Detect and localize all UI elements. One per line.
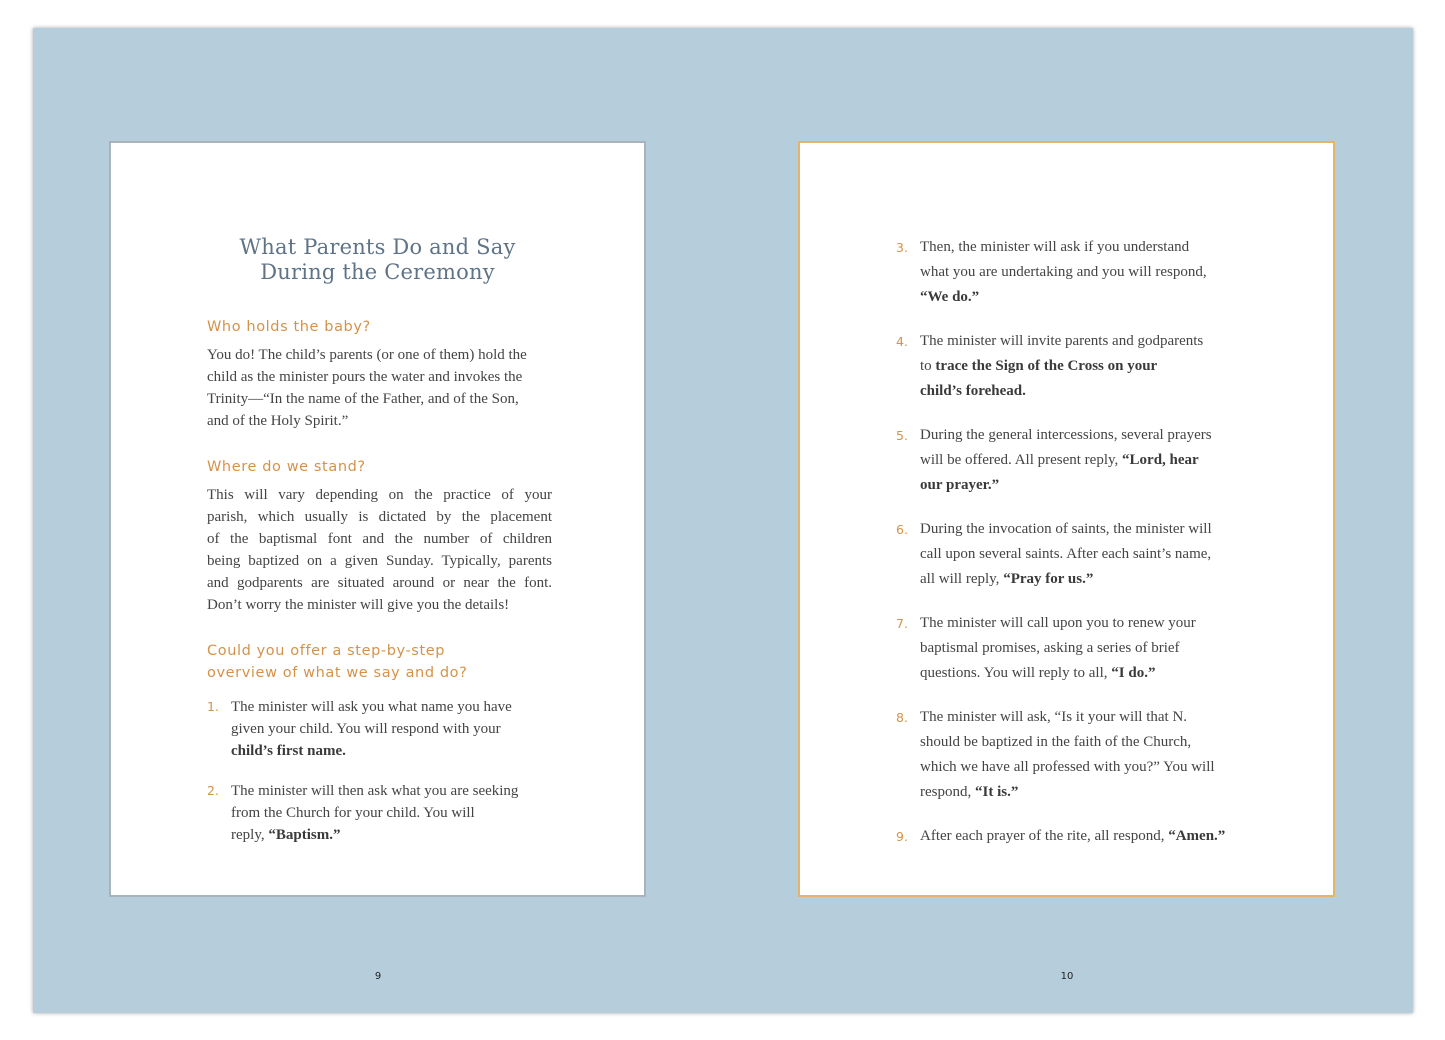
item-line: from the Church for your child. You will	[231, 805, 475, 821]
right-page	[798, 141, 1335, 897]
item-line: The minister will invite parents and godparents	[920, 333, 1204, 349]
heading-who-holds-baby: Who holds the baby?	[207, 319, 371, 335]
item-line: Then, the minister will ask if you understand	[920, 239, 1190, 255]
paragraph-line: and godparents are situated around or near the font.	[207, 575, 552, 591]
item-emphasis: child’s first name.	[231, 743, 346, 759]
list-number: 9.	[896, 829, 908, 844]
item-emphasis: “We do.”	[920, 289, 980, 305]
item-line: During the general intercessions, several prayers	[920, 427, 1212, 443]
page-title	[111, 235, 644, 285]
list-number: 3.	[896, 240, 908, 255]
item-line: baptismal promises, asking a series of brief	[920, 640, 1180, 656]
heading-step-by-step	[207, 640, 467, 684]
paragraph-line: and of the Holy Spirit.”	[207, 413, 349, 429]
paragraph-line: You do! The child’s parents (or one of them) hold the	[207, 347, 527, 363]
item-emphasis: “Baptism.”	[268, 827, 341, 843]
item-line: The minister will ask you what name you have	[231, 699, 512, 715]
item-emphasis: trace the Sign of the Cross on your	[935, 358, 1158, 374]
paragraph-who-holds-baby	[207, 344, 552, 432]
item-text: reply,	[231, 827, 269, 843]
item-line: which we have all professed with you?” You will	[920, 759, 1215, 775]
item-line: should be baptized in the faith of the Church,	[920, 734, 1192, 750]
item-line: given your child. You will respond with your	[231, 721, 501, 737]
item-emphasis: “Amen.”	[1168, 828, 1226, 844]
list-number: 7.	[896, 616, 908, 631]
paragraph-where-do-we-stand	[207, 484, 552, 616]
paragraph-line: parish, which usually is dictated by the placement	[207, 509, 552, 525]
paragraph-line: of the baptismal font and the number of children	[207, 531, 552, 547]
paragraph-line: being baptized on a given Sunday. Typically, parents	[207, 553, 552, 569]
item-text: to	[920, 358, 936, 374]
item-emphasis: our prayer.”	[920, 477, 1000, 493]
item-text: will be offered. All present reply,	[920, 452, 1123, 468]
paragraph-line: This will vary depending on the practice of your	[207, 487, 552, 503]
item-emphasis: “Pray for us.”	[1003, 571, 1094, 587]
item-emphasis: child’s forehead.	[920, 383, 1026, 399]
heading-line: overview of what we say and do?	[207, 665, 468, 681]
item-line: The minister will ask, “Is it your will that N.	[920, 709, 1188, 725]
item-emphasis: “I do.”	[1111, 665, 1156, 681]
list-number: 1.	[207, 699, 219, 714]
list-number: 6.	[896, 522, 908, 537]
item-line: The minister will then ask what you are seeking	[231, 783, 519, 799]
paragraph-line: child as the minister pours the water and invokes the	[207, 369, 523, 385]
list-number: 5.	[896, 428, 908, 443]
heading-where-do-we-stand: Where do we stand?	[207, 459, 366, 475]
item-line: call upon several saints. After each saint’s name,	[920, 546, 1212, 562]
list-number: 8.	[896, 710, 908, 725]
page-number-right: 10	[1060, 971, 1074, 982]
item-text: all will reply,	[920, 571, 1004, 587]
item-emphasis: “Lord, hear	[1122, 452, 1199, 468]
item-text: respond,	[920, 784, 975, 800]
item-text: questions. You will reply to all,	[920, 665, 1112, 681]
list-number: 2.	[207, 783, 219, 798]
list-number: 4.	[896, 334, 908, 349]
item-line: what you are undertaking and you will respond,	[920, 264, 1207, 280]
title-line-2: During the Ceremony	[260, 260, 495, 284]
paragraph-line: Trinity—“In the name of the Father, and of the Son,	[207, 391, 519, 407]
heading-line: Could you offer a step-by-step	[207, 643, 446, 659]
title-line-1: What Parents Do and Say	[239, 235, 516, 259]
item-line: The minister will call upon you to renew your	[920, 615, 1196, 631]
book-spread	[33, 28, 1413, 1013]
left-page	[109, 141, 646, 897]
item-line: During the invocation of saints, the minister will	[920, 521, 1212, 537]
page-number-left: 9	[374, 971, 382, 982]
item-emphasis: “It is.”	[975, 784, 1019, 800]
item-text: After each prayer of the rite, all respond,	[920, 828, 1169, 844]
paragraph-line: Don’t worry the minister will give you the details!	[207, 597, 510, 613]
